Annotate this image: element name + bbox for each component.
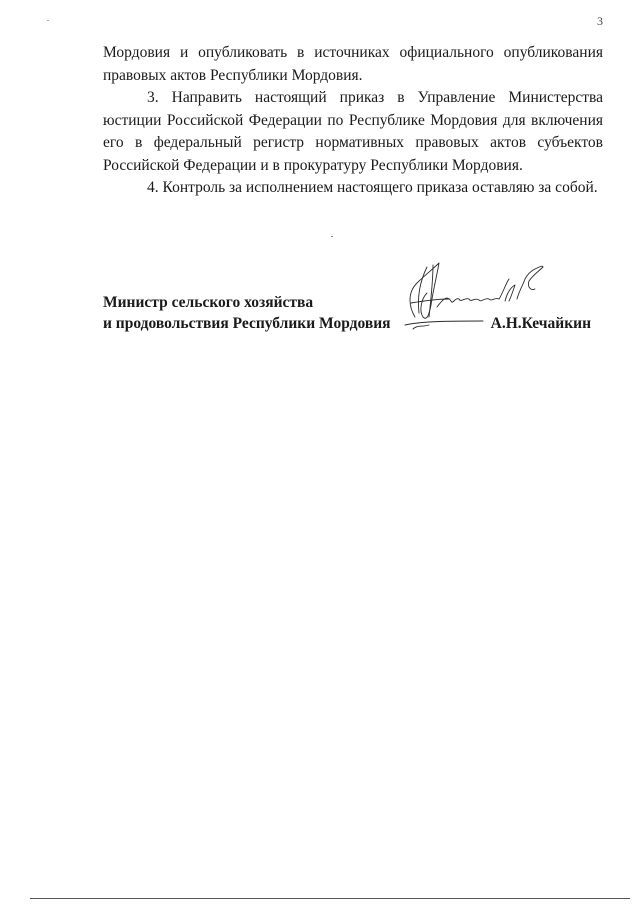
paragraph-item-4: 4. Контроль за исполнением настоящего приказа оставляю за собой. (147, 179, 598, 196)
scan-mark (331, 236, 333, 237)
paragraph-item-3: 3. Направить настоящий приказ в Управление Министерства юстиции Российской Федерации по Республике Мордовия для включения его в федеральный регистр нормативных правовых актов субъектов Российской Федерации и в прокуратуру Республики Мордовия. (103, 89, 603, 174)
page-bottom-edge (30, 898, 630, 899)
signatory-position-line2: и продовольствия Республики Мордовия (103, 315, 391, 332)
scan-mark (47, 20, 49, 21)
paragraph-continuation: Мордовия и опубликовать в источниках официального опубликования правовых актов Республики Мордовия. (103, 44, 603, 84)
document-body (103, 42, 603, 200)
page-number: 3 (597, 14, 603, 28)
signatory-position-line1: Министр сельского хозяйства (103, 294, 314, 311)
signatory-name: А.Н.Кечайкин (490, 315, 591, 332)
signature-block (103, 292, 603, 334)
